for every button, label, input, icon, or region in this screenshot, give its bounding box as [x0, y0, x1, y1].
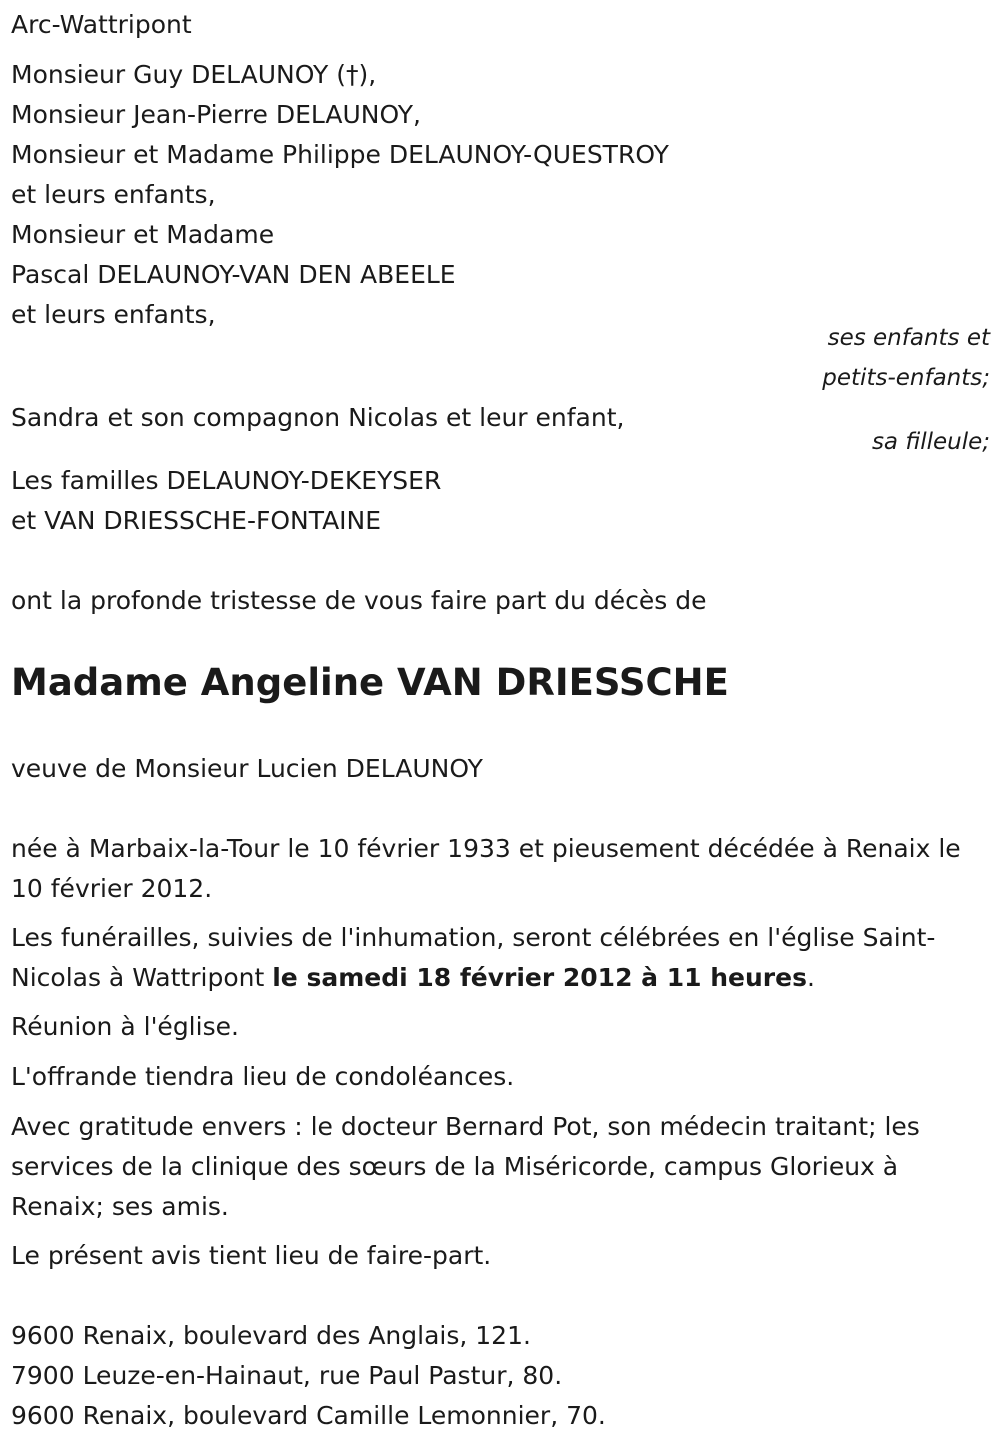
- address-renaix-anglais: 9600 Renaix, boulevard des Anglais, 121.: [11, 1321, 531, 1350]
- notice-text: Le présent avis tient lieu de faire-part.: [11, 1241, 492, 1270]
- funeral-text-after: .: [806, 963, 815, 992]
- funeral-text-before: Les funérailles, suivies de l'inhumation, seront célébrées en l'église Saint-Nicolas à Wattripont: [11, 923, 936, 992]
- offering-text: L'offrande tiendra lieu de condoléances.: [11, 1062, 515, 1091]
- family-line-pascal: Pascal DELAUNOY-VAN DEN ABEELE: [11, 260, 456, 289]
- family-line-dekeyser: Les familles DELAUNOY-DEKEYSER: [11, 466, 442, 495]
- relation-children-1: ses enfants et: [827, 325, 990, 351]
- deceased-name: Madame Angeline VAN DRIESSCHE: [11, 661, 729, 704]
- announcement-text: ont la profonde tristesse de vous faire part du décès de: [11, 586, 707, 615]
- family-line-jean-pierre: Monsieur Jean-Pierre DELAUNOY,: [11, 100, 421, 129]
- locality: Arc-Wattripont: [11, 10, 192, 39]
- funeral-date: le samedi 18 février 2012 à 11 heures: [272, 963, 807, 992]
- family-line-sandra: Sandra et son compagnon Nicolas et leur enfant,: [11, 403, 625, 432]
- family-line-monsieur-madame: Monsieur et Madame: [11, 220, 275, 249]
- address-renaix-lemonnier: 9600 Renaix, boulevard Camille Lemonnier, 70.: [11, 1401, 606, 1430]
- family-line-fontaine: et VAN DRIESSCHE-FONTAINE: [11, 506, 382, 535]
- family-line-philippe: Monsieur et Madame Philippe DELAUNOY-QUESTROY: [11, 140, 669, 169]
- birth-death-paragraph: née à Marbaix-la-Tour le 10 février 1933 et pieusement décédée à Renaix le 10 février 2012.: [11, 834, 961, 903]
- funeral-paragraph: [11, 918, 996, 998]
- family-line-children-2: et leurs enfants,: [11, 300, 216, 329]
- family-line-guy: Monsieur Guy DELAUNOY (†),: [11, 60, 377, 89]
- widow-of: veuve de Monsieur Lucien DELAUNOY: [11, 754, 483, 783]
- family-line-children-1: et leurs enfants,: [11, 180, 216, 209]
- relation-goddaughter: sa filleule;: [871, 429, 990, 455]
- gratitude-paragraph: Avec gratitude envers : le docteur Bernard Pot, son médecin traitant; les services de la clinique des sœurs de la Miséricorde, campus Glorieux à Renaix; ses amis.: [11, 1112, 920, 1221]
- relation-children-2: petits-enfants;: [822, 365, 990, 391]
- address-leuze: 7900 Leuze-en-Hainaut, rue Paul Pastur, 80.: [11, 1361, 563, 1390]
- gathering-text: Réunion à l'église.: [11, 1012, 239, 1041]
